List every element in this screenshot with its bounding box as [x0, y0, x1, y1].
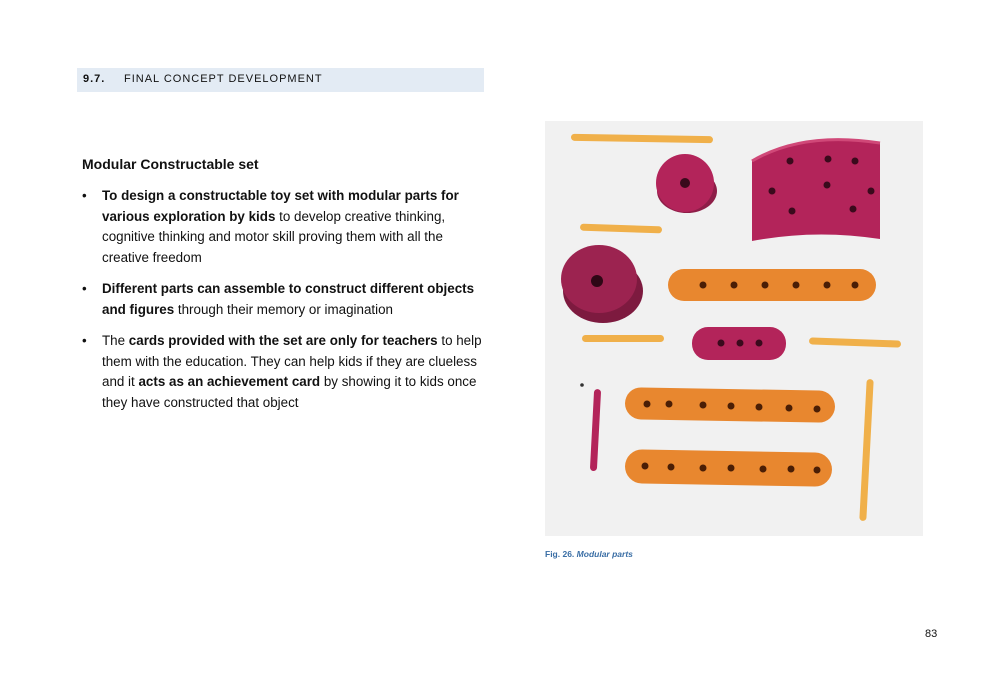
- section-header: [77, 68, 484, 92]
- bullet-item: [82, 186, 482, 268]
- bullet-bold-text: cards provided with the set are only for teachers: [128, 333, 438, 348]
- bullet-item: [82, 279, 482, 320]
- figure-caption-prefix: Fig. 26.: [545, 549, 575, 559]
- long-bar: [625, 449, 833, 487]
- short-stick: [582, 335, 664, 342]
- bullet-item: [82, 331, 482, 413]
- bullet-text: to develop creative thinking, cognitive thinking and motor skill proving them with all the creative freedom: [102, 208, 446, 265]
- bullet-list: [82, 186, 482, 424]
- bullet-bold-text: acts as an achievement card: [138, 374, 321, 389]
- bullet-text: The: [102, 333, 129, 348]
- long-bar: [625, 387, 836, 423]
- content-heading: Modular Constructable set: [82, 156, 259, 172]
- figure-caption: [545, 549, 633, 559]
- bullet-bold-text: Different parts can assemble to construct different objects and figures: [102, 281, 475, 317]
- long-bar: [668, 269, 876, 301]
- page-number: 83: [925, 628, 938, 640]
- short-bar: [692, 327, 786, 360]
- bullet-text: by showing it to kids once they have constructed that object: [102, 374, 477, 410]
- bullet-bold-text: To design a constructable toy set with modular parts for various exploration by kids: [102, 188, 459, 224]
- modular-parts-photo: [545, 121, 923, 536]
- section-number: 9.7.: [83, 73, 106, 85]
- figure-caption-title: Modular parts: [576, 549, 633, 559]
- section-title: FINAL CONCEPT DEVELOPMENT: [124, 73, 323, 85]
- bullet-text: through their memory or imagination: [174, 301, 393, 317]
- bullet-text: to help them with the education. They can help kids if they are clueless and it: [102, 333, 482, 389]
- curved-block: [752, 140, 880, 241]
